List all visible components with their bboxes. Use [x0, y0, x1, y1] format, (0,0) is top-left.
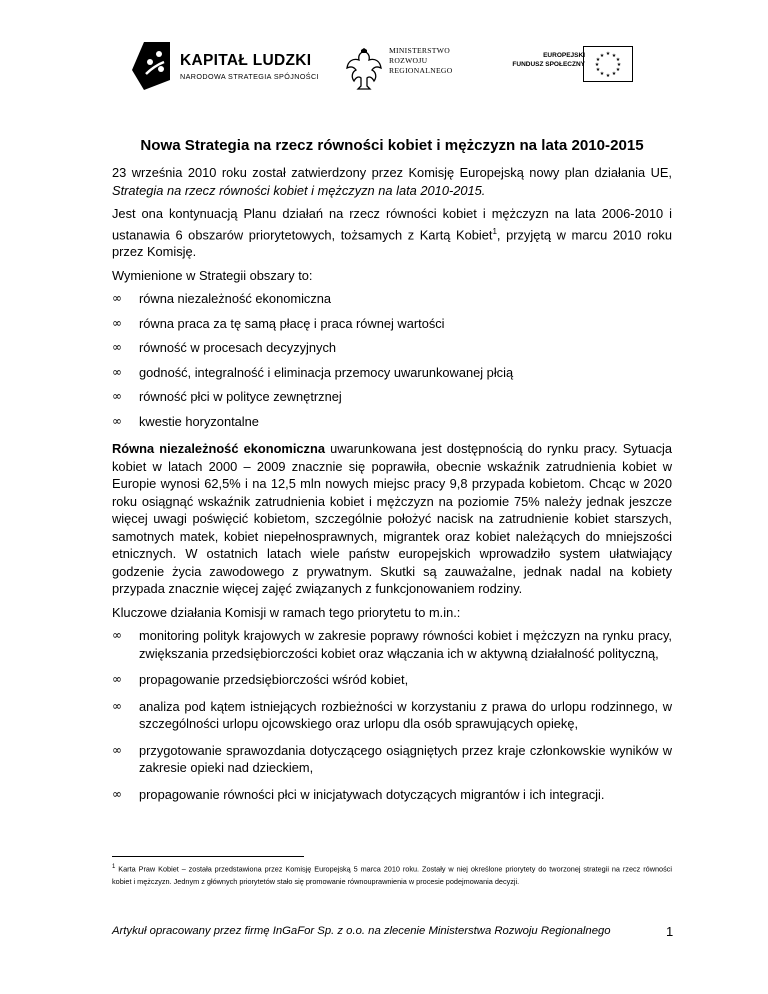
action-text: propagowanie równości płci w inicjatywach dotyczących migrantów i ich integracji. — [139, 786, 605, 802]
independence-text: uwarunkowana jest dostępnością do rynku pracy. Sytuacja kobiet w latach 2000 – 2009 znacznie się poprawiła, obecnie wskaźnik zatrudnienia kobiet w Europie wynosi 62,5% i na 12,5 mln nowych miejsc pracy 9,8 przypada kobietom. Chcąc w 2020 roku osiągnąć wskaźnik zatrudnienia kobiet i mężczyzn na poziomie 75% należy jednak jeszcze więcej uwagi poświęcić kobietom, szczególnie położyć nacisk na zatrudnienie kobiet starszych, samotnych matek, kobiet niepełnosprawnych, migrantek oraz kobiet należących do mniejszości etnicznych. W ostatnich latach wiele państw europejskich wprowadziło system ułatwiający godzenie życia zawodowego z prywatnym. Skutki są zauważalne, jednak nadal na kobiety przypada znacznie więcej zajęć związanych z funkcjonowaniem rodziny. — [112, 441, 672, 597]
bullet-icon: ∞ — [112, 628, 122, 643]
svg-text:★: ★ — [595, 57, 601, 63]
svg-text:★: ★ — [595, 67, 601, 73]
list-item — [112, 786, 672, 804]
area-text: równa praca za tę samą płacę i praca równej wartości — [139, 315, 445, 331]
ministry-name — [389, 46, 453, 76]
svg-text:★: ★ — [615, 67, 621, 73]
ministry-line-3: REGIONALNEGO — [389, 66, 453, 75]
areas-list — [112, 290, 672, 430]
area-text: kwestie horyzontalne — [139, 413, 259, 429]
list-item — [112, 339, 672, 357]
svg-text:★: ★ — [615, 57, 621, 63]
footnote — [112, 861, 672, 888]
bullet-icon: ∞ — [112, 340, 122, 355]
action-text: propagowanie przedsiębiorczości wśród kobiet, — [139, 672, 409, 688]
bullet-icon: ∞ — [112, 698, 122, 713]
bullet-icon: ∞ — [112, 742, 122, 757]
area-text: godność, integralność i eliminacja przemocy uwarunkowanej płcią — [139, 364, 514, 380]
ministry-line-1: MINISTERSTWO — [389, 46, 450, 55]
header-logos — [0, 30, 768, 110]
bullet-icon: ∞ — [112, 389, 122, 404]
list-item — [112, 290, 672, 308]
areas-intro: Wymienione w Strategii obszary to: — [112, 267, 313, 283]
svg-text:★: ★ — [599, 71, 605, 77]
footnote-text: Karta Praw Kobiet – została przedstawiona przez Komisję Europejską 5 marca 2010 roku. Zostały w niej określone priorytety do tworzonej strategii na rzecz równości kobiet i mężczyzn. Jednym z głównych priorytetów stało się promowanie równouprawnienia w procesie podejmowania decyzji. — [112, 864, 672, 886]
intro-paragraph — [112, 164, 672, 199]
svg-text:★: ★ — [611, 71, 617, 77]
actions-intro: Kluczowe działania Komisji w ramach tego priorytetu to m.in.: — [112, 604, 461, 620]
continuation-text-b: , przyjętą w marcu 2010 roku przez Komisję. — [112, 226, 672, 260]
area-text: równość w procesach decyzyjnych — [139, 340, 337, 356]
bullet-icon: ∞ — [112, 413, 122, 428]
svg-text:★: ★ — [599, 53, 605, 59]
efs-name — [505, 51, 585, 69]
list-item — [112, 671, 672, 689]
efs-line-1: EUROPEJSKI — [543, 52, 585, 59]
polish-eagle-icon — [345, 48, 383, 92]
area-text: równość płci w polityce zewnętrznej — [139, 389, 342, 405]
ministry-line-2: ROZWOJU — [389, 56, 428, 65]
strategy-name: Strategia na rzecz równości kobiet i mężczyzn na lata 2010-2015. — [112, 182, 486, 198]
action-text: monitoring polityk krajowych w zakresie poprawy równości kobiet i mężczyzn na rynku pracy, zwiększania przedsiębiorczości kobiet oraz włączania ich w aktywną działalność polityczną, — [139, 628, 672, 661]
list-item — [112, 742, 672, 777]
svg-text:★: ★ — [616, 62, 622, 68]
continuation-paragraph — [112, 205, 672, 261]
list-item — [112, 315, 672, 333]
intro-text: 23 września 2010 roku został zatwierdzony przez Komisję Europejską nowy plan działania UE, — [112, 165, 672, 180]
action-text: analiza pod kątem istniejących rozbieżności w korzystaniu z prawa do urlopu rodzinnego, w szczególności urlopu ojcowskiego oraz urlopu dla osób sprawujących opiekę, — [139, 698, 672, 732]
independence-heading: Równa niezależność ekonomiczna — [112, 441, 325, 457]
kapital-ludzki-title: KAPITAŁ LUDZKI — [180, 52, 312, 69]
footnote-ref[interactable]: 1 — [492, 226, 497, 236]
svg-text:★: ★ — [605, 51, 611, 57]
eu-flag-icon — [583, 46, 633, 82]
page-footer: Artykuł opracowany przez firmę InGaFor Sp. z o.o. na zlecenie Ministerstwa Rozwoju Regionalnego — [112, 925, 611, 937]
actions-list — [112, 627, 672, 803]
list-item — [112, 413, 672, 431]
article-body — [112, 136, 672, 813]
kapital-ludzki-subtitle: NARODOWA STRATEGIA SPÓJNOŚCI — [180, 72, 319, 81]
area-text: równa niezależność ekonomiczna — [139, 291, 332, 307]
bullet-icon: ∞ — [112, 315, 122, 330]
page-number: 1 — [666, 924, 674, 939]
footnote-separator — [112, 856, 304, 857]
bullet-icon: ∞ — [112, 672, 122, 687]
continuation-text-a: Jest ona kontynuacją Planu działań na rzecz równości kobiet i mężczyzn na lata 2006-2010 i ustanawia 6 obszarów priorytetowych, tożsamych z Kartą Kobiet — [112, 206, 672, 242]
svg-text:★: ★ — [611, 53, 617, 59]
list-item — [112, 698, 672, 733]
bullet-icon: ∞ — [112, 291, 122, 306]
article-title: Nowa Strategia na rzecz równości kobiet i mężczyzn na lata 2010-2015 — [140, 137, 644, 154]
list-item — [112, 627, 672, 662]
action-text: przygotowanie sprawozdania dotyczącego osiągniętych przez kraje członkowskie wyników w zakresie opieki nad dzieckiem, — [139, 742, 672, 776]
footnote-number: 1 — [112, 864, 116, 870]
independence-paragraph — [112, 440, 672, 598]
bullet-icon: ∞ — [112, 786, 122, 801]
list-item — [112, 388, 672, 406]
efs-line-2: FUNDUSZ SPOŁECZNY — [512, 61, 585, 68]
list-item — [112, 364, 672, 382]
svg-text:★: ★ — [594, 62, 600, 68]
bullet-icon: ∞ — [112, 364, 122, 379]
svg-text:★: ★ — [605, 73, 611, 79]
kapital-ludzki-emblem-icon — [130, 40, 172, 92]
